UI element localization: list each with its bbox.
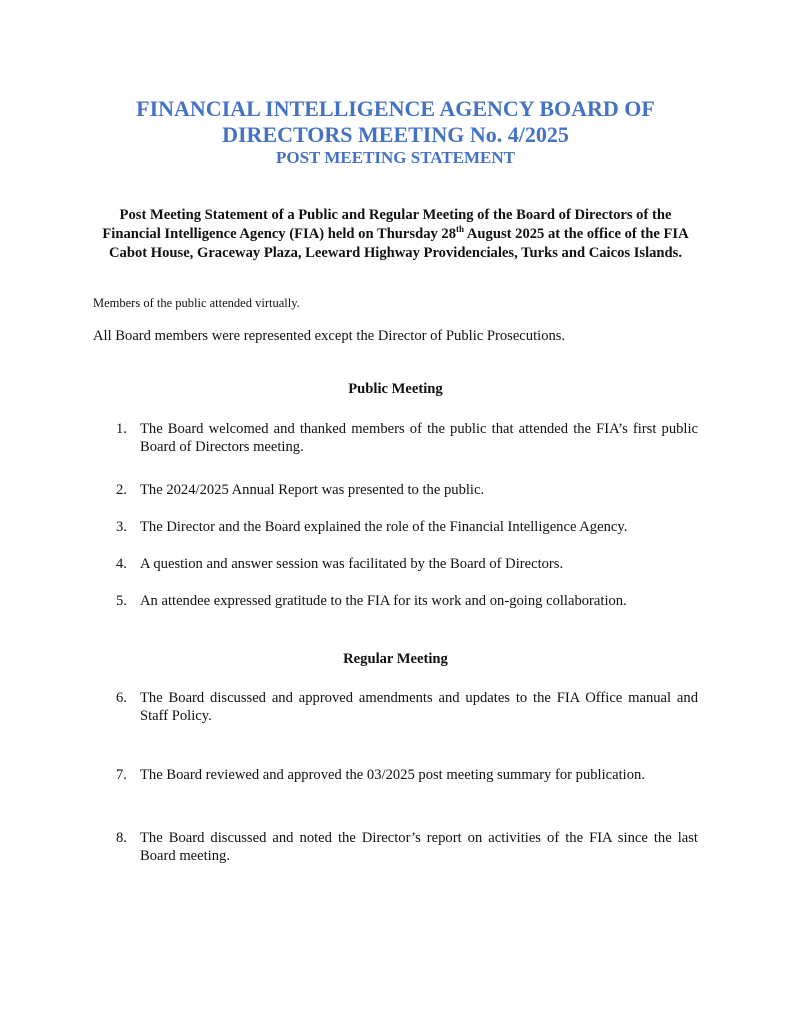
list-item [116,481,698,499]
item-text: The 2024/2025 Annual Report was presented to the public. [140,482,485,498]
item-number: 6. [116,690,127,706]
list-item [116,555,698,573]
item-number: 4. [116,556,127,572]
item-number: 7. [116,767,127,783]
item-number: 5. [116,593,127,609]
item-number: 2. [116,482,127,498]
list-item [116,766,698,784]
list-item [116,689,698,726]
attendance-note: Members of the public attended virtually. [93,296,300,310]
item-number: 3. [116,519,127,535]
list-item [116,420,698,457]
item-text: The Director and the Board explained the role of the Financial Intelligence Agency. [140,519,628,535]
item-text: An attendee expressed gratitude to the FIA for its work and on-going collaboration. [140,593,627,609]
intro-text-2: August 2025 at the office of the FIA Cabot House, Graceway Plaza, Leeward Highway Providenciales, Turks and Caicos Islands. [109,226,689,262]
item-text: A question and answer session was facilitated by the Board of Directors. [140,556,564,572]
intro-superscript: th [456,224,465,235]
title-line-2: DIRECTORS MEETING No. 4/2025 [222,122,569,147]
intro-text-1: Post Meeting Statement of a Public and Regular Meeting of the Board of Directors of the Financial Intelligence Agency (FIA) held on Thursday 28 [102,207,672,243]
item-number: 1. [116,421,127,437]
subtitle: POST MEETING STATEMENT [276,148,515,167]
list-item [116,592,698,610]
item-text: The Board reviewed and approved the 03/2025 post meeting summary for publication. [140,767,645,783]
item-number: 8. [116,830,127,846]
section-heading-public: Public Meeting [348,381,443,397]
representation-note: All Board members were represented except the Director of Public Prosecutions. [93,328,566,344]
title-line-1: FINANCIAL INTELLIGENCE AGENCY BOARD OF [136,96,655,121]
section-heading-regular: Regular Meeting [343,651,448,667]
item-text: The Board welcomed and thanked members of the public that attended the FIA’s first public Board of Directors meeting. [140,421,698,456]
item-text: The Board discussed and noted the Director’s report on activities of the FIA since the last Board meeting. [140,830,698,865]
item-text: The Board discussed and approved amendments and updates to the FIA Office manual and Staff Policy. [140,690,698,725]
list-item [116,518,698,536]
intro-statement [95,206,696,264]
list-item [116,829,698,866]
